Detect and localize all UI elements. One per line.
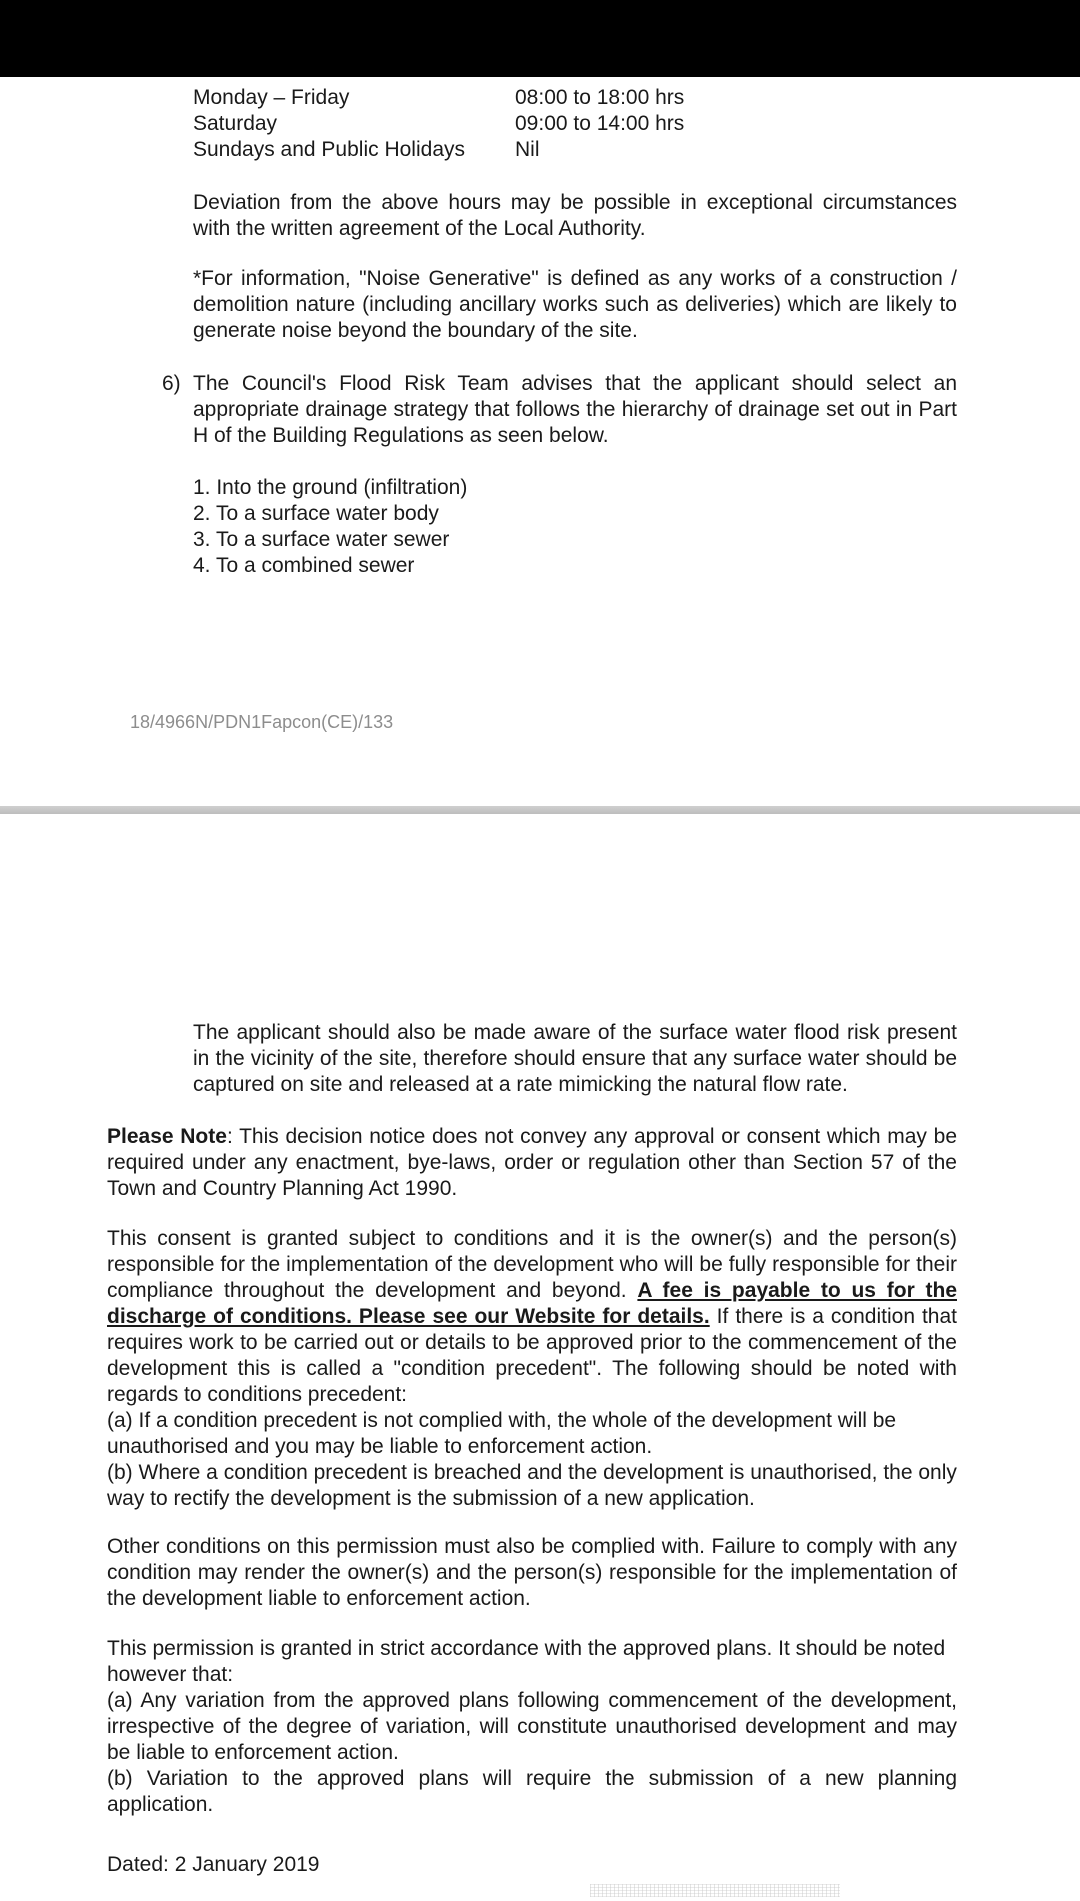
condition-precedent-b: (b) Where a condition precedent is breached and the development is unauthorised, the only way to rectify the development is the submission of a new application.	[107, 1461, 957, 1510]
schedule-value: 08:00 to 18:00 hrs	[515, 86, 685, 109]
flood-risk-item-number: 6)	[162, 372, 181, 395]
surface-water-paragraph: The applicant should also be made aware of the surface water flood risk present in the vicinity of the site, therefore should ensure that any surface water should be captured on site and released at a rate mimicking the natural flow rate.	[193, 1021, 957, 1096]
flood-risk-item	[162, 371, 957, 449]
schedule-value: Nil	[515, 138, 540, 161]
condition-precedent-a: (a) If a condition precedent is not complied with, the whole of the development will be unauthorised and you may be liable to enforcement action.	[107, 1409, 897, 1458]
approved-plans-a: (a) Any variation from the approved plans following commencement of the development, irrespective of the degree of variation, will constitute unauthorised development and may be liable to enforcement action.	[107, 1689, 957, 1764]
drainage-option: 1. Into the ground (infiltration)	[193, 476, 468, 499]
drainage-hierarchy-list	[193, 475, 957, 579]
drainage-option: 3. To a surface water sewer	[193, 528, 450, 551]
consent-part-1: This consent is granted subject to conditions and it is the owner(s) and the person(s) responsible for the implementation of the development who will be fully responsible for their compliance throughout the development and beyond.	[107, 1227, 957, 1302]
other-conditions-paragraph: Other conditions on this permission must also be complied with. Failure to comply with any condition may render the owner(s) and the person(s) responsible for the implementation of the development liable to enforcement action.	[107, 1535, 957, 1610]
consent-fee-notice: A fee is payable to us for the discharge of conditions. Please see our Website for details.	[107, 1279, 957, 1328]
document-page	[0, 85, 1080, 1878]
page-1-content	[0, 85, 1080, 733]
approved-plans-b: (b) Variation to the approved plans will require the submission of a new planning application.	[107, 1767, 957, 1816]
schedule-label: Saturday	[193, 112, 278, 135]
top-black-bar	[0, 0, 1080, 77]
flood-risk-item-text: The Council's Flood Risk Team advises that the applicant should select an appropriate drainage strategy that follows the hierarchy of drainage set out in Part H of the Building Regulations as seen below.	[193, 372, 957, 447]
schedule-label: Sundays and Public Holidays	[193, 138, 465, 161]
consent-paragraph	[107, 1226, 957, 1512]
schedule-label: Monday – Friday	[193, 86, 350, 109]
schedule-row	[193, 137, 957, 163]
application-reference: 18/4966N/PDN1Fapcon(CE)/133	[130, 712, 394, 732]
please-note-label: Please Note	[107, 1125, 227, 1148]
drainage-option: 2. To a surface water body	[193, 502, 439, 525]
schedule-value: 09:00 to 14:00 hrs	[515, 112, 685, 135]
dated-line: Dated: 2 January 2019	[107, 1853, 320, 1876]
please-note-paragraph	[107, 1124, 957, 1202]
page-separator	[0, 806, 1080, 814]
approved-plans-paragraph	[107, 1636, 957, 1818]
deviation-paragraph: Deviation from the above hours may be possible in exceptional circumstances with the written agreement of the Local Authority.	[193, 191, 957, 240]
please-note-text: : This decision notice does not convey any approval or consent which may be required under any enactment, bye-laws, order or regulation other than Section 57 of the Town and Country Planning Act 1990.	[107, 1125, 957, 1200]
consent-text	[107, 1226, 957, 1408]
working-hours-schedule	[193, 85, 957, 163]
schedule-row	[193, 111, 957, 137]
approved-plans-intro: This permission is granted in strict accordance with the approved plans. It should be noted however that:	[107, 1637, 946, 1686]
page-2-content	[0, 1020, 1080, 1878]
faint-signature-remnant	[590, 1884, 840, 1897]
drainage-option: 4. To a combined sewer	[193, 554, 415, 577]
consent-part-2: If there is a condition that requires work to be carried out or details to be approved prior to the commencement of the development this is called a "condition precedent". The following should be noted with regards to conditions precedent:	[107, 1305, 957, 1406]
noise-definition-paragraph: *For information, "Noise Generative" is defined as any works of a construction / demolition nature (including ancillary works such as deliveries) which are likely to generate noise beyond the boundary of the site.	[193, 267, 957, 342]
schedule-row	[193, 85, 957, 111]
